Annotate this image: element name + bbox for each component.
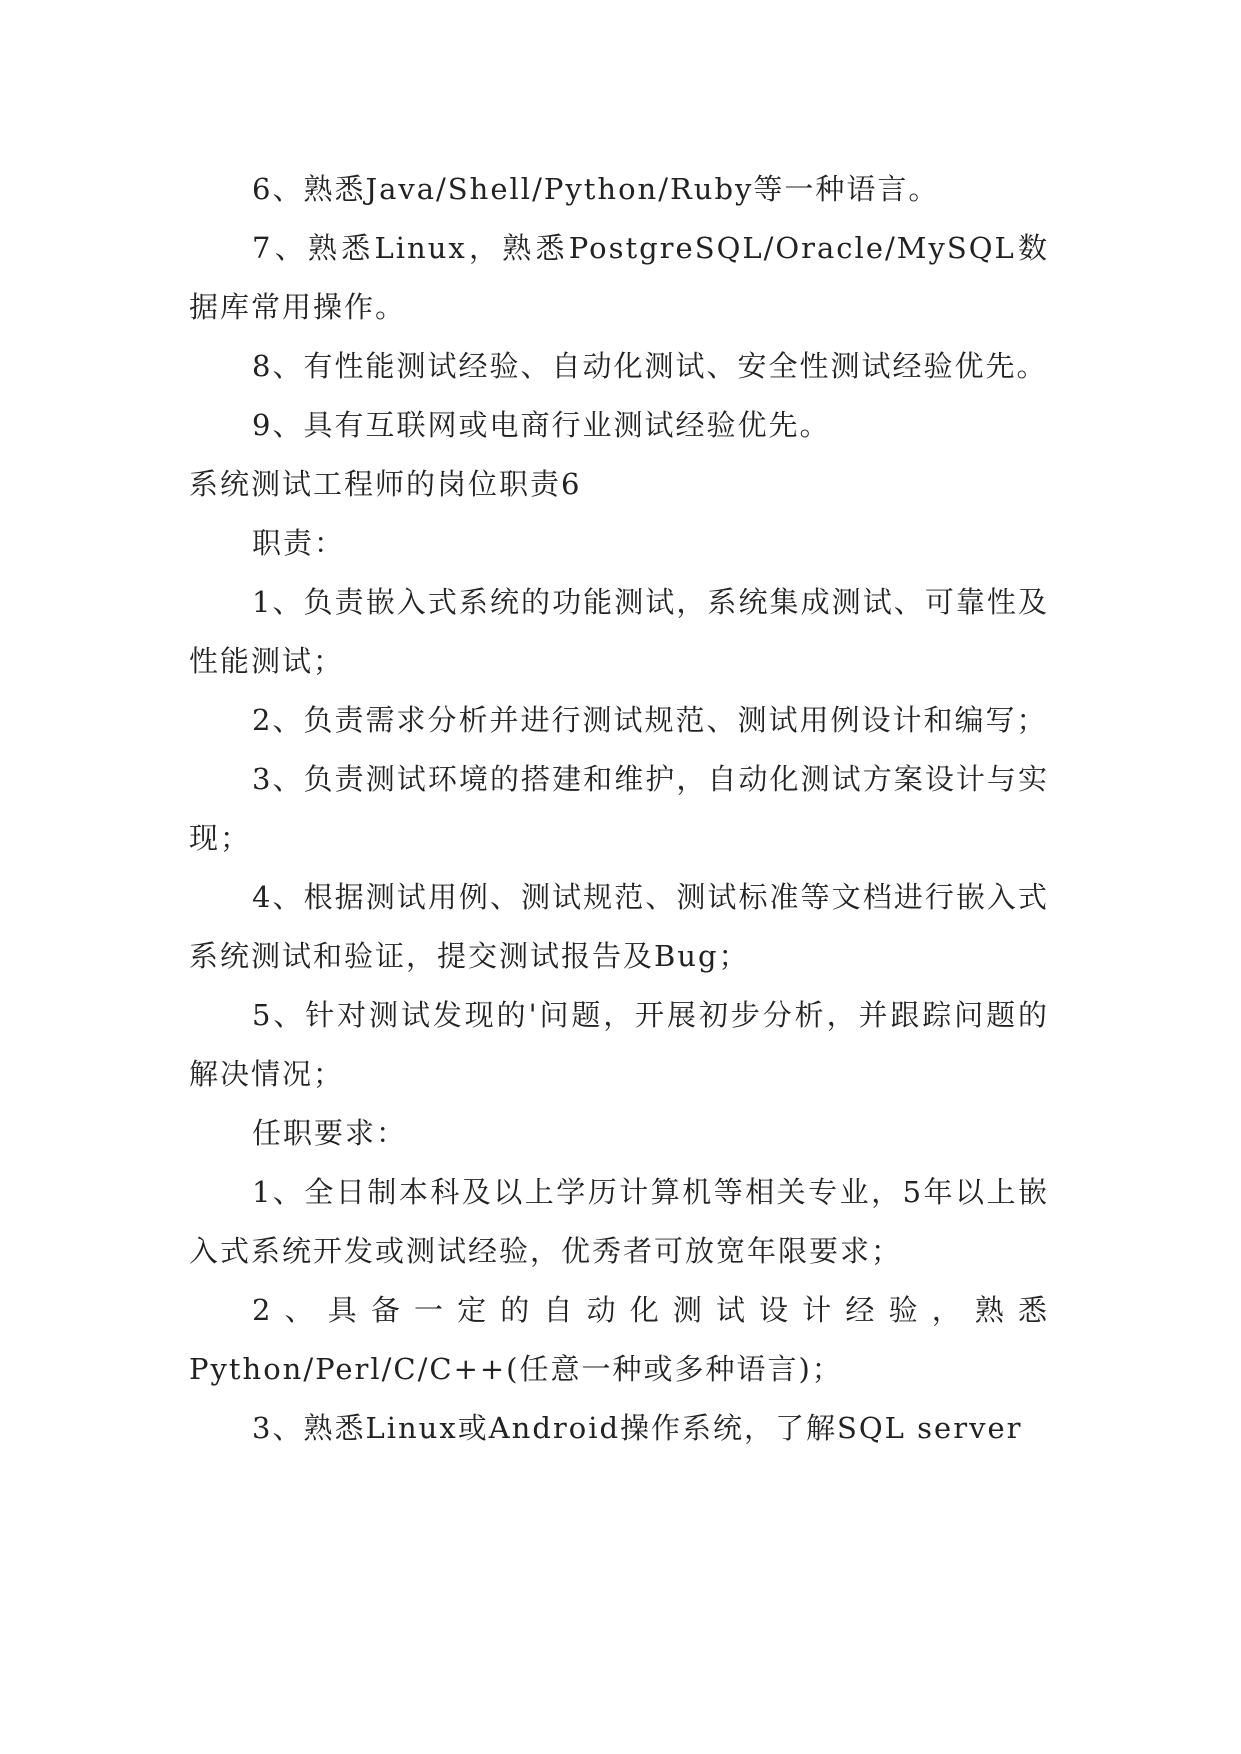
duty-item-5: 5、针对测试发现的'问题，开展初步分析，并跟踪问题的解决情况； (189, 998, 1049, 1091)
duty-item-2: 2、负责需求分析并进行测试规范、测试用例设计和编写； (252, 703, 1048, 737)
duty-item-3: 3、负责测试环境的搭建和维护，自动化测试方案设计与实现； (189, 762, 1049, 855)
requirement-item-2: 2、具备一定的自动化测试设计经验，熟悉Python/Perl/C/C++(任意一种或多种语言)； (189, 1293, 1049, 1386)
section-heading: 系统测试工程师的岗位职责6 (189, 467, 582, 501)
paragraph-req-8: 8、有性能测试经验、自动化测试、安全性测试经验优先。 (252, 349, 1048, 383)
duties-label: 职责： (252, 526, 346, 560)
requirement-item-3: 3、熟悉Linux或Android操作系统，了解SQL server (252, 1411, 1023, 1445)
duty-item-4: 4、根据测试用例、测试规范、测试标准等文档进行嵌入式系统测试和验证，提交测试报告及Bug； (189, 880, 1049, 973)
requirement-item-1: 1、全日制本科及以上学历计算机等相关专业，5年以上嵌入式系统开发或测试经验，优秀者可放宽年限要求； (189, 1175, 1049, 1268)
duty-item-1: 1、负责嵌入式系统的功能测试，系统集成测试、可靠性及性能测试； (189, 585, 1049, 678)
paragraph-req-6: 6、熟悉Java/Shell/Python/Ruby等一种语言。 (252, 172, 940, 206)
document-body (189, 160, 1049, 1458)
requirements-label: 任职要求： (252, 1116, 408, 1150)
paragraph-req-9: 9、具有互联网或电商行业测试经验优先。 (252, 408, 831, 442)
paragraph-req-7: 7、熟悉Linux，熟悉PostgreSQL/Oracle/MySQL数据库常用操作。 (189, 231, 1049, 324)
